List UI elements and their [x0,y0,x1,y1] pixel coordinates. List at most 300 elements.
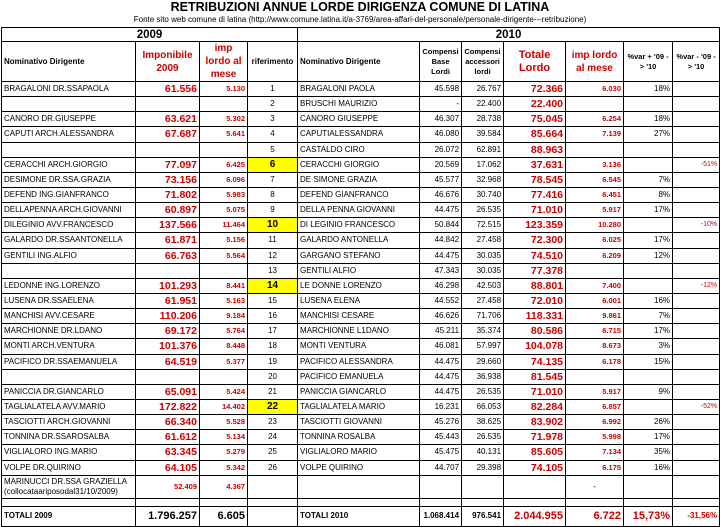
compensi-accessori: 29.398 [462,460,504,475]
var-plus [624,97,673,112]
imponibile-2009 [136,97,200,112]
compensi-base: 45.475 [420,445,462,460]
riferimento: 25 [248,445,298,460]
table-row [2,248,720,263]
compensi-accessori: 62.891 [462,142,504,157]
var-minus: -51% [673,157,720,172]
riferimento: 26 [248,460,298,475]
header-base: Compensi Base Lordi [420,42,462,82]
var-minus [673,324,720,339]
spacer-row [2,498,720,506]
var-minus [673,127,720,142]
monthly-2009: 5.342 [200,460,248,475]
riferimento: 10 [248,218,298,233]
totale-lordo: 74.105 [504,460,566,475]
monthly-2009: 11.464 [200,218,248,233]
monthly-2009 [200,263,248,278]
compensi-base: 50.844 [420,218,462,233]
name-2010: CANORO GIUSEPPE [298,112,420,127]
table-row [2,309,720,324]
table-row [2,354,720,369]
riferimento: 2 [248,97,298,112]
name-2009 [2,369,136,384]
header-imponibile: Imponibile 2009 [136,42,200,82]
monthly-2010: 6.209 [566,248,624,263]
monthly-2009: 5.528 [200,415,248,430]
name-2010: DEFEND GIANFRANCO [298,187,420,202]
imponibile-2009: 71.802 [136,187,200,202]
table-row [2,142,720,157]
table-row [2,82,720,97]
imponibile-2009: 63.621 [136,112,200,127]
riferimento: 11 [248,233,298,248]
spacer-cell [624,498,673,506]
compensi-accessori: 26.535 [462,430,504,445]
riferimento: 17 [248,324,298,339]
compensi-base: 46.080 [420,127,462,142]
column-header-row [2,42,720,82]
compensi-accessori: 26.535 [462,384,504,399]
imponibile-2009 [136,142,200,157]
name-2009: CERACCHI ARCH.GIORGIO [2,157,136,172]
compensi-accessori: 26.767 [462,82,504,97]
monthly-2009: 5.130 [200,82,248,97]
compensi-base: 46.298 [420,278,462,293]
totale-lordo: 74.510 [504,248,566,263]
var-minus [673,445,720,460]
name-2010: BRUSCHI MAURIZIO [298,97,420,112]
totale-lordo: 85.605 [504,445,566,460]
var-minus [673,339,720,354]
compensi-accessori: 39.584 [462,127,504,142]
monthly-2010: 6.030 [566,82,624,97]
spacer-cell [566,498,624,506]
compensi-accessori: 26.535 [462,203,504,218]
var-minus [673,248,720,263]
year-header-row [2,28,720,42]
riferimento: 21 [248,384,298,399]
totale-lordo: 104.078 [504,339,566,354]
totals-lordo-2010: 2.044.955 [504,506,566,526]
name-2010: GALARDO ANTONELLA [298,233,420,248]
var-plus [624,278,673,293]
imponibile-2009: 66.340 [136,415,200,430]
table-row [2,97,720,112]
table-row [2,187,720,202]
compensi-accessori: 35.374 [462,324,504,339]
compensi-base: 44.475 [420,384,462,399]
monthly-2009: 5.075 [200,203,248,218]
monthly-2009: 5.134 [200,430,248,445]
totals-monthly-2009: 6.605 [200,506,248,526]
name-2009: MARCHIONNE DR.LDANO [2,324,136,339]
totals-monthly-2010: 6.722 [566,506,624,526]
var-plus [624,475,673,498]
compensi-base: 26.072 [420,142,462,157]
spacer-cell [2,498,136,506]
name-2009: TAGLIALATELA AVV.MARIO [2,399,136,414]
var-plus: 7% [624,172,673,187]
var-plus: 3% [624,339,673,354]
totale-lordo: 77.416 [504,187,566,202]
totale-lordo: 74.135 [504,354,566,369]
spacer-cell [248,498,298,506]
totale-lordo: 118.331 [504,309,566,324]
compensi-accessori: 72.515 [462,218,504,233]
totale-lordo: 123.359 [504,218,566,233]
salary-table [1,27,720,527]
var-minus: -10% [673,218,720,233]
totale-lordo: 82.284 [504,399,566,414]
riferimento: 6 [248,157,298,172]
name-2010: MARCHIONNE L1DANO [298,324,420,339]
totale-lordo: 88.963 [504,142,566,157]
compensi-accessori: 36.938 [462,369,504,384]
name-2010: MANCHISI CESARE [298,309,420,324]
header-var-minus: %var - '09 -> '10 [673,42,720,82]
table-row [2,203,720,218]
table-row [2,445,720,460]
monthly-2010 [566,97,624,112]
monthly-2010: 5.917 [566,384,624,399]
imponibile-2009 [136,369,200,384]
var-minus [673,97,720,112]
compensi-base [420,475,462,498]
compensi-accessori: 30.035 [462,263,504,278]
riferimento: 20 [248,369,298,384]
compensi-base: 44.475 [420,354,462,369]
table-row [2,263,720,278]
table-row [2,460,720,475]
riferimento: 1 [248,82,298,97]
compensi-base: 16.231 [420,399,462,414]
imponibile-2009: 67.687 [136,127,200,142]
var-minus [673,172,720,187]
name-2009: DILEGINIO AVV.FRANCESCO [2,218,136,233]
name-2009 [2,142,136,157]
totale-lordo: 37.631 [504,157,566,172]
monthly-2009: 8.441 [200,278,248,293]
monthly-2010: 5.998 [566,430,624,445]
monthly-2010: 6.025 [566,233,624,248]
name-2010: DELLA PENNA GIOVANNI [298,203,420,218]
page-title: RETRIBUZIONI ANNUE LORDE DIRIGENZA COMUNE DI LATINA [170,0,550,14]
var-minus [673,369,720,384]
imponibile-2009: 66.763 [136,248,200,263]
compensi-accessori: 28.738 [462,112,504,127]
compensi-accessori: 40.131 [462,445,504,460]
var-plus: 9% [624,384,673,399]
var-plus: 17% [624,324,673,339]
var-minus [673,112,720,127]
name-2009: MONTI ARCH.VENTURA [2,339,136,354]
monthly-2010: - [566,475,624,498]
compensi-accessori: 29.660 [462,354,504,369]
name-2010: MONTI VENTURA [298,339,420,354]
table-row [2,339,720,354]
totals-label-2010: TOTALI 2010 [298,506,420,526]
table-row [2,399,720,414]
monthly-2009: 5.764 [200,324,248,339]
var-plus [624,157,673,172]
imponibile-2009: 61.871 [136,233,200,248]
var-plus [624,142,673,157]
monthly-2009 [200,369,248,384]
totale-lordo: 71.978 [504,430,566,445]
header-name-2010: Nominativo Dirigente [298,42,420,82]
imponibile-2009: 60.897 [136,203,200,218]
imponibile-2009: 64.519 [136,354,200,369]
name-2009: BRAGALONI DR.SSAPAOLA [2,82,136,97]
compensi-base: 44.552 [420,293,462,308]
imponibile-2009: 73.156 [136,172,200,187]
monthly-2010: 6.451 [566,187,624,202]
var-plus: 12% [624,248,673,263]
monthly-2009: 5.302 [200,112,248,127]
var-minus [673,460,720,475]
imponibile-2009: 69.172 [136,324,200,339]
compensi-base: 45.211 [420,324,462,339]
name-2010: CAPUTIALESSANDRA [298,127,420,142]
header-totale: Totale Lordo [504,42,566,82]
name-2010 [298,475,420,498]
compensi-base: 47.343 [420,263,462,278]
imponibile-2009: 172.822 [136,399,200,414]
riferimento: 5 [248,142,298,157]
table-row [2,430,720,445]
compensi-accessori: 42.503 [462,278,504,293]
riferimento: 24 [248,430,298,445]
monthly-2010: 6.992 [566,415,624,430]
var-minus [673,293,720,308]
name-2009: CAPUTI ARCH.ALESSANDRA [2,127,136,142]
name-2009 [2,97,136,112]
name-2010: TAGLIALATELA MARIO [298,399,420,414]
monthly-2010: 7.400 [566,278,624,293]
var-minus [673,263,720,278]
monthly-2009: 4.367 [200,475,248,498]
name-2010: CERACCHI GIORGIO [298,157,420,172]
var-plus: 8% [624,187,673,202]
imponibile-2009: 52.409 [136,475,200,498]
compensi-accessori [462,475,504,498]
var-minus: -12% [673,278,720,293]
riferimento: 3 [248,112,298,127]
monthly-2009: 5.983 [200,187,248,202]
name-2009: GALARDO DR.SSAANTONELLA [2,233,136,248]
monthly-2009: 6.096 [200,172,248,187]
var-plus: 16% [624,293,673,308]
name-2010: TONNINA ROSALBA [298,430,420,445]
name-2009: TONNINA DR.SSAROSALBA [2,430,136,445]
riferimento: 22 [248,399,298,414]
monthly-2010: 5.917 [566,203,624,218]
table-row [2,157,720,172]
riferimento: 14 [248,278,298,293]
totals-row [2,506,720,526]
compensi-accessori: 32.968 [462,172,504,187]
header-riferimento: riferimento [248,42,298,82]
compensi-base: 44.475 [420,369,462,384]
riferimento [248,475,298,498]
totale-lordo: 81.545 [504,369,566,384]
var-plus: 35% [624,445,673,460]
monthly-2010: 6.715 [566,324,624,339]
table-row [2,218,720,233]
imponibile-2009 [136,263,200,278]
compensi-base: 45.577 [420,172,462,187]
monthly-2010: 3.136 [566,157,624,172]
monthly-2010: 9.861 [566,309,624,324]
totale-lordo: 83.902 [504,415,566,430]
spacer-cell [462,498,504,506]
var-minus [673,475,720,498]
compensi-base: 46.081 [420,339,462,354]
name-2009: LUSENA DR.SSAELENA [2,293,136,308]
monthly-2010 [566,369,624,384]
name-2010: PACIFICO ALESSANDRA [298,354,420,369]
imponibile-2009: 77.097 [136,157,200,172]
compensi-base: 46.307 [420,112,462,127]
riferimento: 13 [248,263,298,278]
monthly-2010: 7.134 [566,445,624,460]
imponibile-2009: 65.091 [136,384,200,399]
compensi-accessori: 66.053 [462,399,504,414]
name-2010: TASCIOTTI GIOVANNI [298,415,420,430]
header-monthly-2010: imp lordo al mese [566,42,624,82]
name-2009: PACIFICO DR.SSAEMANUELA [2,354,136,369]
name-2010: VIGLIALORO MARIO [298,445,420,460]
monthly-2009 [200,97,248,112]
riferimento: 4 [248,127,298,142]
totale-lordo: 75.045 [504,112,566,127]
totale-lordo: 22.400 [504,97,566,112]
compensi-base: 44.707 [420,460,462,475]
var-minus [673,354,720,369]
compensi-accessori: 30.035 [462,248,504,263]
name-2009: LEDONNE ING.LORENZO [2,278,136,293]
name-2010: LE DONNE LORENZO [298,278,420,293]
monthly-2009: 5.424 [200,384,248,399]
name-2009 [2,263,136,278]
name-2010: DI LEGINIO FRANCESCO [298,218,420,233]
table-row [2,384,720,399]
compensi-base: 45.443 [420,430,462,445]
compensi-base: 44.475 [420,248,462,263]
monthly-2010 [566,142,624,157]
name-2009: MARINUCCI DR.SSA GRAZIELLA (collocataariposodal31/10/2009) [2,475,136,498]
imponibile-2009: 101.293 [136,278,200,293]
compensi-base: - [420,97,462,112]
totale-lordo: 72.300 [504,233,566,248]
var-minus [673,233,720,248]
name-2009: CANORO DR.GIUSEPPE [2,112,136,127]
name-2009: DEFEND ING.GIANFRANCO [2,187,136,202]
table-row [2,112,720,127]
compensi-accessori: 38.625 [462,415,504,430]
table-row [2,233,720,248]
compensi-base: 45.276 [420,415,462,430]
monthly-2010: 6.254 [566,112,624,127]
var-plus: 15% [624,354,673,369]
var-minus [673,187,720,202]
monthly-2010 [566,263,624,278]
riferimento: 16 [248,309,298,324]
riferimento: 19 [248,354,298,369]
var-minus [673,142,720,157]
table-row [2,369,720,384]
monthly-2009: 9.184 [200,309,248,324]
imponibile-2009: 101.376 [136,339,200,354]
monthly-2009: 8.448 [200,339,248,354]
source-note: Fonte sito web comune di latina (http://www.comune.latina.it/a-3769/area-affari-del-personale/personale-dirigente---retribuzione) [133,15,587,24]
var-minus [673,82,720,97]
name-2009: MANCHISI AVV.CESARE [2,309,136,324]
spacer-cell [504,498,566,506]
compensi-accessori: 71.706 [462,309,504,324]
totale-lordo [504,475,566,498]
spacer-cell [673,498,720,506]
compensi-base: 20.569 [420,157,462,172]
var-minus [673,309,720,324]
var-minus [673,384,720,399]
header-var-plus: %var + '09 -> '10 [624,42,673,82]
table-row [2,172,720,187]
compensi-base: 44.475 [420,203,462,218]
header-name-2009: Nominativo Dirigente [2,42,136,82]
totale-lordo: 72.366 [504,82,566,97]
monthly-2010: 6.001 [566,293,624,308]
compensi-base: 46.676 [420,187,462,202]
var-plus: 18% [624,112,673,127]
name-2010: LUSENA ELENA [298,293,420,308]
table-row [2,278,720,293]
imponibile-2009: 63.345 [136,445,200,460]
compensi-accessori: 22.400 [462,97,504,112]
compensi-accessori: 27.458 [462,293,504,308]
monthly-2009: 14.402 [200,399,248,414]
var-minus [673,415,720,430]
imponibile-2009: 64.105 [136,460,200,475]
monthly-2009: 5.156 [200,233,248,248]
name-2009: VOLPE DR.QUIRINO [2,460,136,475]
totale-lordo: 88.801 [504,278,566,293]
name-2010: BRAGALONI PAOLA [298,82,420,97]
name-2010: CASTALDO CIRO [298,142,420,157]
var-plus [624,263,673,278]
table-row [2,127,720,142]
monthly-2009: 5.564 [200,248,248,263]
totale-lordo: 71.010 [504,384,566,399]
totals-label-2009: TOTALI 2009 [2,506,136,526]
var-plus: 7% [624,309,673,324]
totale-lordo: 78.545 [504,172,566,187]
var-plus: 18% [624,82,673,97]
name-2010: GENTILI ALFIO [298,263,420,278]
riferimento: 15 [248,293,298,308]
totals-base: 1.068.414 [420,506,462,526]
riferimento: 23 [248,415,298,430]
monthly-2009: 5.641 [200,127,248,142]
year-2010: 2010 [298,28,720,42]
var-minus [673,203,720,218]
totale-lordo: 85.664 [504,127,566,142]
imponibile-2009: 137.566 [136,218,200,233]
compensi-base: 44.842 [420,233,462,248]
monthly-2009: 5.279 [200,445,248,460]
monthly-2009: 5.163 [200,293,248,308]
var-plus: 26% [624,415,673,430]
